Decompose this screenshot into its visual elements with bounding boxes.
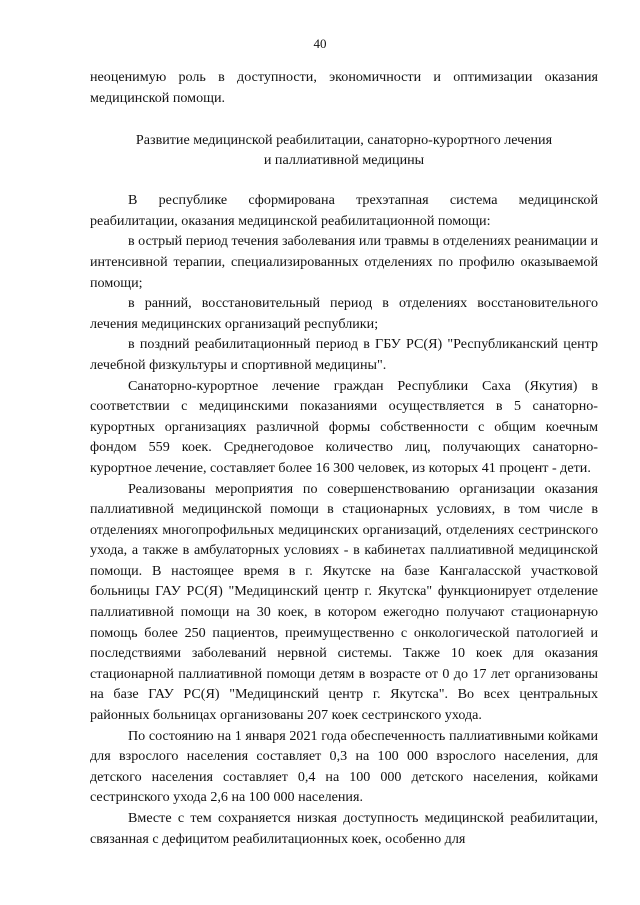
section-heading <box>90 130 598 170</box>
document-body <box>90 67 598 849</box>
paragraph-palliative: Реализованы мероприятия по совершенствованию организации оказания паллиативной медицинской помощи в стационарных условиях, в том числе в отделениях многопрофильных медицинских организаций, отделениях сестринского ухода, а также в амбулаторных условиях - в кабинетах паллиативной медицинской помощи. В настоящее время в г. Якутске на базе Кангаласской участковой больницы ГАУ РС(Я) "Медицинский центр г. Якутска" функционирует отделение паллиативной помощи на 30 коек, в котором ежегодно получают стационарную помощь более 250 пациентов, преимущественно с онкологической патологией и последствиями заболеваний нервной системы. Также 10 коек для оказания стационарной паллиативной помощи детям в возрасте от 0 до 17 лет организованы на базе ГАУ РС(Я) "Медицинский центр г. Якутска". Во всех центральных районных больницах организованы 207 коек сестринского ухода. <box>90 480 598 724</box>
paragraph-bed-provision: По состоянию на 1 января 2021 года обеспеченность паллиативными койками для взрослого населения составляет 0,3 на 100 000 взрослого населения, для детского населения составляет 0,4 на 100 000 детского населения, койками сестринского ухода 2,6 на 100 000 населения. <box>90 727 598 806</box>
paragraph-rehab-system: В республике сформирована трехэтапная система медицинской реабилитации, оказания медицинской реабилитационной помощи: <box>90 192 598 229</box>
paragraph-early-period: в ранний, восстановительный период в отделениях восстановительного лечения медицинских организаций республики; <box>90 295 598 332</box>
intro-paragraph: неоценимую роль в доступности, экономичности и оптимизации оказания медицинской помощи. <box>90 69 598 106</box>
paragraph-late-period: в поздний реабилитационный период в ГБУ РС(Я) "Республиканский центр лечебной физкультуры и спортивной медицины". <box>90 336 598 373</box>
paragraph-sanatorium: Санаторно-курортное лечение граждан Республики Саха (Якутия) в соответствии с медицинскими показаниями осуществляется в 5 санаторно-курортных организациях различной формы собственности с общим коечным фондом 559 коек. Среднегодовое количество лиц, получающих санаторно-курортное лечение, составляет более 16 300 человек, из которых 41 процент - дети. <box>90 377 598 476</box>
paragraph-low-accessibility: Вместе с тем сохраняется низкая доступность медицинской реабилитации, связанная с дефицитом реабилитационных коек, особенно для <box>90 810 598 847</box>
heading-line-1: Развитие медицинской реабилитации, санаторно-курортного лечения <box>135 132 553 149</box>
page-number: 40 <box>313 36 327 51</box>
heading-line-2: и паллиативной медицины <box>263 152 425 169</box>
paragraph-acute-period: в острый период течения заболевания или травмы в отделениях реанимации и интенсивной терапии, специализированных отделениях по профилю оказываемой помощи; <box>90 233 598 291</box>
